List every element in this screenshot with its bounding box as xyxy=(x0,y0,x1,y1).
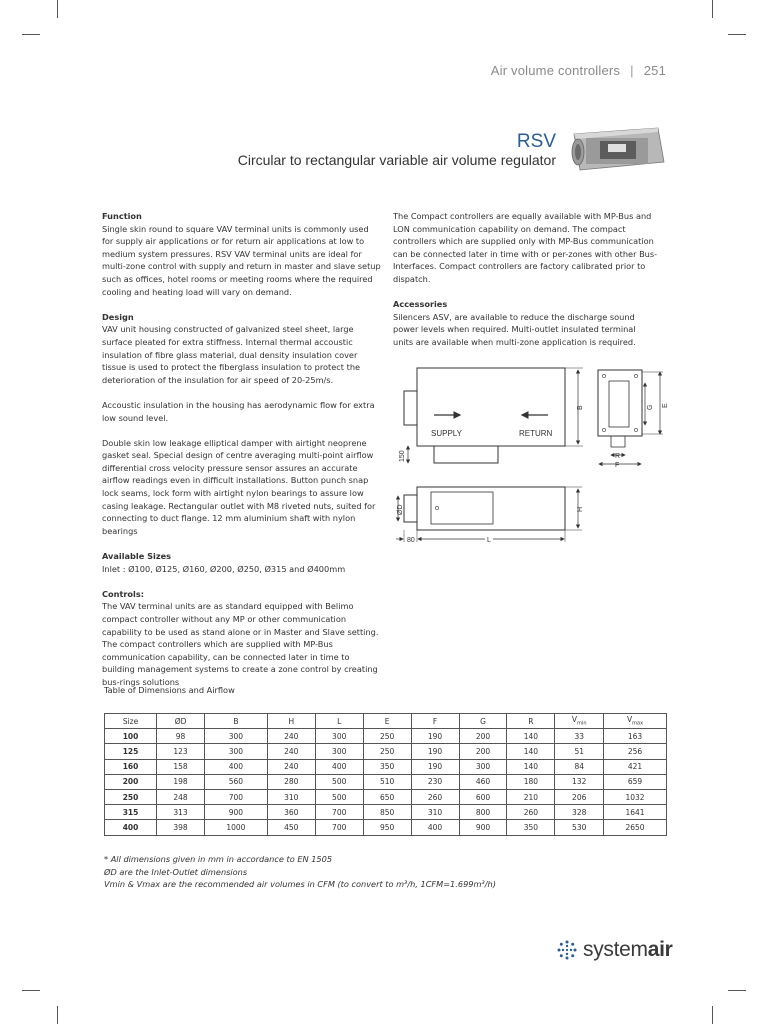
table-cell: 100 xyxy=(105,729,157,744)
dim-l-label: L xyxy=(487,537,491,544)
outlet-opening xyxy=(609,381,629,427)
table-cell: 230 xyxy=(411,774,459,789)
table-row xyxy=(105,789,667,804)
controls-text: The VAV terminal units are as standard equipped with Belimo compact controller without any MP or other communication capability to be used as stand alone or in Master and Slave setting. The compact controllers which are supplied with MP-Bus communication capability, can be connected later in time to building management systems to create a zone control by creating bus-rings solutions xyxy=(102,601,379,687)
table-row xyxy=(105,729,667,744)
table-cell: 84 xyxy=(555,759,604,774)
crop-mark xyxy=(57,1006,58,1024)
table-cell: 400 xyxy=(205,759,268,774)
table-cell: 98 xyxy=(157,729,205,744)
design-paragraph: Double skin low leakage elliptical damper with airtight neoprene gasket seal. Special design of centre averaging multi-point airflow differential cross velocity pressure sensor assures an accurate airflow readings even in difficult installations. Button punch snap lock seams, lock form with airtight nylon bearings to assure low casing leakage. Rectangular outlet with M8 riveted nuts, suited for connecting to duct flange. 12 mm aluminium shaft with nylon bearings xyxy=(102,437,376,536)
table-cell: 248 xyxy=(157,789,205,804)
table-cell: 530 xyxy=(555,820,604,835)
unit-end-view xyxy=(598,370,642,436)
table-cell: 1641 xyxy=(604,805,667,820)
table-cell: 198 xyxy=(157,774,205,789)
crop-mark xyxy=(57,0,58,18)
design-paragraph: Accoustic insulation in the housing has aerodynamic flow for extra low sound level. xyxy=(102,399,375,423)
table-cell: 260 xyxy=(411,789,459,804)
column-header: G xyxy=(459,714,507,729)
logo-text-bold: air xyxy=(647,938,673,961)
table-row xyxy=(105,744,667,759)
table-cell: 315 xyxy=(105,805,157,820)
logo-text-light: system xyxy=(583,938,648,961)
crop-mark xyxy=(22,34,40,35)
table-cell: 160 xyxy=(105,759,157,774)
sizes-heading: Available Sizes xyxy=(102,551,172,562)
systemair-logo xyxy=(556,938,673,962)
table-cell: 1000 xyxy=(205,820,268,835)
table-cell: 125 xyxy=(105,744,157,759)
table-cell: 250 xyxy=(363,729,411,744)
table-cell: 206 xyxy=(555,789,604,804)
table-caption: Table of Dimensions and Airflow xyxy=(104,685,235,695)
table-cell: 460 xyxy=(459,774,507,789)
table-row xyxy=(105,774,667,789)
dim-f-label: F xyxy=(615,462,620,469)
table-cell: 280 xyxy=(267,774,315,789)
dim-e-label: E xyxy=(662,403,669,408)
column-header: ØD xyxy=(157,714,205,729)
table-row xyxy=(105,759,667,774)
accessories-heading: Accessories xyxy=(393,299,448,310)
footnote: ØD are the Inlet-Outlet dimensions xyxy=(104,866,248,877)
column-header: R xyxy=(507,714,555,729)
crop-mark xyxy=(712,0,713,18)
running-header xyxy=(491,63,666,78)
table-cell: 200 xyxy=(459,744,507,759)
dim-80-label: 80 xyxy=(407,537,415,544)
table-cell: 950 xyxy=(363,820,411,835)
table-cell: 560 xyxy=(205,774,268,789)
column-header: E xyxy=(363,714,411,729)
function-section xyxy=(102,210,382,298)
table-cell: 210 xyxy=(507,789,555,804)
right-text-column xyxy=(393,210,658,361)
table-cell: 190 xyxy=(411,744,459,759)
table-cell: 200 xyxy=(105,774,157,789)
dim-150-label: 150 xyxy=(399,450,406,462)
accessories-section xyxy=(393,298,658,348)
footnotes xyxy=(104,853,496,891)
table-cell: 1032 xyxy=(604,789,667,804)
page-number: 251 xyxy=(643,63,666,78)
table-cell: 600 xyxy=(459,789,507,804)
header-separator: | xyxy=(630,63,634,78)
unit-side-view xyxy=(417,487,565,530)
table-cell: 313 xyxy=(157,805,205,820)
design-heading: Design xyxy=(102,311,134,322)
design-text: VAV unit housing constructed of galvanized steel sheet, large surface pleated for extra stiffness. Internal thermal accoustic insulation of fibre glass material, dual density insulation cover tissue is used to protect the fiberglass insulation to protect the deterioration of the insulation for air speed of 20-25m/s. xyxy=(102,324,361,385)
dim-g-label: G xyxy=(647,404,654,410)
table-cell: 250 xyxy=(105,789,157,804)
table-cell: 850 xyxy=(363,805,411,820)
table-cell: 2650 xyxy=(604,820,667,835)
dim-d-label: ØD xyxy=(397,504,404,515)
function-heading: Function xyxy=(102,211,142,221)
crop-mark xyxy=(22,990,40,991)
table-cell: 51 xyxy=(555,744,604,759)
sizes-text: Inlet : Ø100, Ø125, Ø160, Ø200, Ø250, Ø315 and Ø400mm xyxy=(102,563,346,574)
table-body xyxy=(105,729,667,835)
table-cell: 310 xyxy=(267,789,315,804)
table-cell: 300 xyxy=(459,759,507,774)
table-cell: 700 xyxy=(315,805,363,820)
crop-mark xyxy=(728,34,746,35)
table-cell: 328 xyxy=(555,805,604,820)
table-cell: 400 xyxy=(315,759,363,774)
table-row xyxy=(105,805,667,820)
column-header: B xyxy=(205,714,268,729)
sizes-section xyxy=(102,550,382,575)
product-photo xyxy=(568,124,666,174)
inlet-spigot xyxy=(404,391,417,425)
product-title: Circular to rectangular variable air volume regulator xyxy=(237,152,556,168)
column-header: Size xyxy=(105,714,157,729)
crop-mark xyxy=(728,990,746,991)
table-cell: 900 xyxy=(459,820,507,835)
table-cell: 123 xyxy=(157,744,205,759)
column-header: F xyxy=(411,714,459,729)
compact-controllers-text: The Compact controllers are equally available with MP-Bus and LON communication capability on demand. The compact controllers which are supplied only with MP-Bus communication can be connected later in time with or per-zones with other Bus-Interfaces. Compact controllers are factory calibrated prior to dispatch. xyxy=(393,211,658,284)
table-cell: 140 xyxy=(507,729,555,744)
table-cell: 500 xyxy=(315,774,363,789)
left-text-column xyxy=(102,210,382,701)
return-label: RETURN xyxy=(519,429,553,438)
table-cell: 250 xyxy=(363,744,411,759)
table-cell: 400 xyxy=(411,820,459,835)
table-cell: 256 xyxy=(604,744,667,759)
table-cell: 360 xyxy=(267,805,315,820)
accessories-text: Silencers ASV, are available to reduce the discharge sound power levels when required. Multi-outlet insulated terminal units are available when multi-zone application is required. xyxy=(393,311,636,347)
function-text: Single skin round to square VAV terminal units is commonly used for supply air applications or for return air applications at low to medium system pressures. RSV VAV terminal units are ideal for multi-zone control with supply and return in master and slave setup such as offices, hotel rooms or meeting rooms where the required cooling and heating load will vary on demand. xyxy=(102,223,381,297)
table-cell: 240 xyxy=(267,729,315,744)
footnote: * All dimensions given in mm in accordance to EN 1505 xyxy=(104,854,333,864)
table-cell: 300 xyxy=(205,744,268,759)
logo-text xyxy=(583,938,673,962)
table-cell: 140 xyxy=(507,759,555,774)
dim-h-label: H xyxy=(577,506,584,512)
product-code: RSV xyxy=(516,131,556,152)
table-cell: 350 xyxy=(363,759,411,774)
table-cell: 659 xyxy=(604,774,667,789)
dim-b-label: B xyxy=(577,405,584,410)
table-cell: 190 xyxy=(411,729,459,744)
inlet-side-view xyxy=(404,495,417,522)
supply-label: SUPPLY xyxy=(431,429,462,438)
table-cell: 650 xyxy=(363,789,411,804)
column-header: L xyxy=(315,714,363,729)
table-cell: 132 xyxy=(555,774,604,789)
table-cell: 900 xyxy=(205,805,268,820)
dim-r-label: R xyxy=(615,453,621,460)
table-row xyxy=(105,820,667,835)
column-header: H xyxy=(267,714,315,729)
logo-mark-icon xyxy=(556,939,578,961)
footnote: Vmin & Vmax are the recommended air volumes in CFM (to convert to m³/h, 1CFM=1.699m³/h) xyxy=(104,879,496,890)
table-cell: 800 xyxy=(459,805,507,820)
table-cell: 500 xyxy=(315,789,363,804)
table-cell: 240 xyxy=(267,744,315,759)
table-cell: 300 xyxy=(315,744,363,759)
table-cell: 421 xyxy=(604,759,667,774)
column-header: $V_{max}$ xyxy=(604,714,667,729)
table-cell: 350 xyxy=(507,820,555,835)
crop-mark xyxy=(712,1006,713,1024)
controller-box xyxy=(434,446,498,463)
table-header-row xyxy=(105,714,667,729)
table-cell: 450 xyxy=(267,820,315,835)
table-cell: 180 xyxy=(507,774,555,789)
table-cell: 700 xyxy=(315,820,363,835)
table-cell: 190 xyxy=(411,759,459,774)
table-cell: 300 xyxy=(205,729,268,744)
controls-heading: Controls: xyxy=(102,588,144,599)
table-cell: 400 xyxy=(105,820,157,835)
dimensions-table xyxy=(104,713,667,836)
column-header: $V_{min}$ xyxy=(555,714,604,729)
design-section xyxy=(102,311,382,387)
table-cell: 158 xyxy=(157,759,205,774)
dimension-drawing xyxy=(394,360,674,550)
table-cell: 140 xyxy=(507,744,555,759)
table-cell: 700 xyxy=(205,789,268,804)
table-cell: 200 xyxy=(459,729,507,744)
table-cell: 33 xyxy=(555,729,604,744)
section-title: Air volume controllers xyxy=(490,63,621,78)
table-cell: 300 xyxy=(315,729,363,744)
table-cell: 163 xyxy=(604,729,667,744)
table-cell: 240 xyxy=(267,759,315,774)
table-cell: 260 xyxy=(507,805,555,820)
table-cell: 310 xyxy=(411,805,459,820)
controls-section xyxy=(102,588,382,689)
table-cell: 398 xyxy=(157,820,205,835)
table-cell: 510 xyxy=(363,774,411,789)
